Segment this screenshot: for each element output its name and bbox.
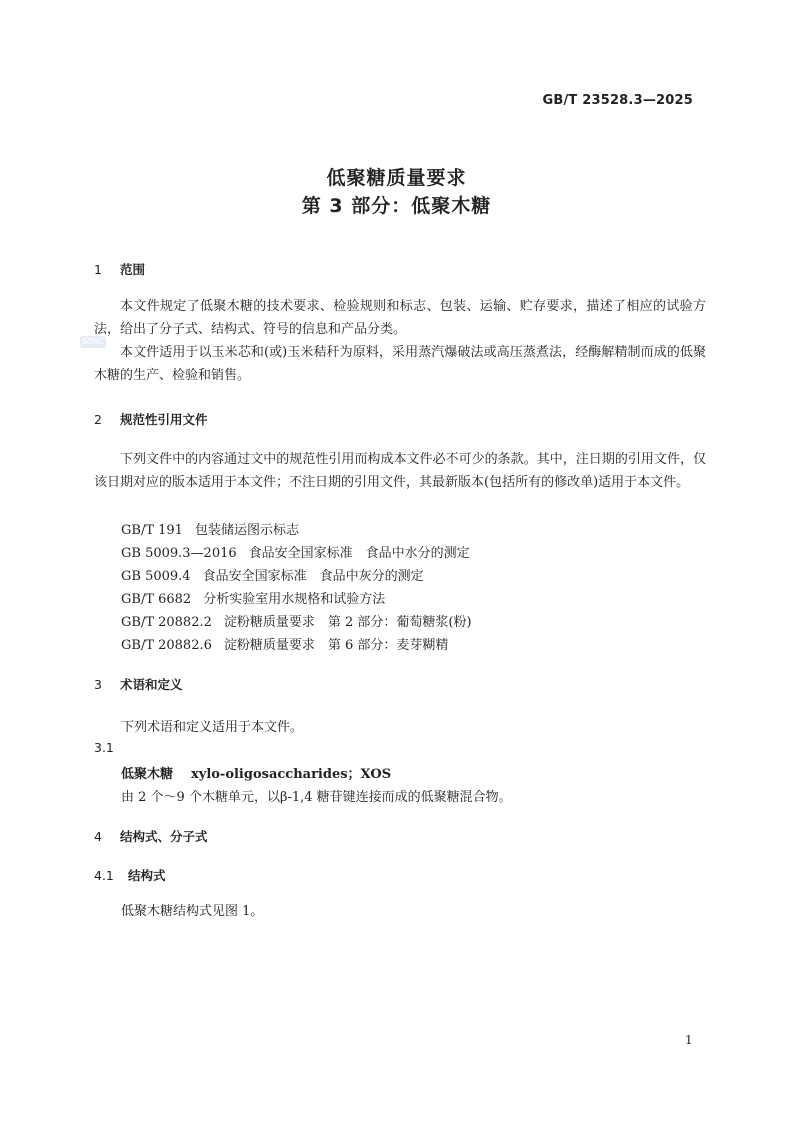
section-2-heading [94, 410, 208, 428]
reference-title: 包装储运图示标志 [194, 523, 299, 538]
section-title: 规范性引用文件 [120, 412, 208, 427]
term-chinese: 低聚木糖 [121, 767, 174, 782]
reference-title: 淀粉糖质量要求 第 2 部分：葡萄糖浆(粉) [223, 615, 472, 630]
section-2-paragraph: 下列文件中的内容通过文中的规范性引用而构成本文件必不可少的条款。其中，注日期的引用文件，仅该日期对应的版本适用于本文件；不注日期的引用文件，其最新版本(包括所有的修改单)适用于本文件。 [94, 452, 706, 490]
section-3-paragraph: 下列术语和定义适用于本文件。 [121, 720, 304, 735]
reference-code: GB/T 6682 [121, 592, 192, 607]
reference-code: GB/T 20882.6 [121, 638, 212, 653]
reference-item [121, 634, 448, 653]
section-4-heading [94, 827, 208, 845]
section-number: 2 [94, 412, 102, 427]
reference-item [121, 519, 299, 538]
section-number: 1 [94, 262, 102, 277]
section-number: 3 [94, 677, 102, 692]
reference-item [121, 588, 385, 607]
reference-code: GB/T 20882.2 [121, 615, 212, 630]
section-title: 术语和定义 [120, 677, 183, 692]
document-code: GB/T 23528.3—2025 [542, 93, 693, 108]
section-1-heading [94, 260, 145, 278]
term-number: 3.1 [94, 740, 114, 755]
section-1-paragraph-2: 本文件适用于以玉米芯和(或)玉米秸秆为原料，采用蒸汽爆破法或高压蒸煮法，经酶解精制而成的低聚木糖的生产、检验和销售。 [94, 345, 706, 383]
section-number: 4 [94, 829, 102, 844]
term-entry [121, 763, 391, 782]
subsection-title: 结构式 [128, 868, 166, 883]
reference-title: 食品安全国家标准 食品中灰分的测定 [202, 569, 424, 584]
reference-item [121, 611, 472, 630]
watermark-logo: SDAC [81, 337, 105, 346]
reference-title: 淀粉糖质量要求 第 6 部分：麦芽糊精 [223, 638, 449, 653]
term-english: xylo-oligosaccharides；XOS [191, 767, 392, 782]
reference-code: GB/T 191 [121, 523, 183, 538]
section-4-paragraph: 低聚木糖结构式见图 1。 [121, 904, 264, 919]
section-1-paragraph-1: 本文件规定了低聚木糖的技术要求、检验规则和标志、包装、运输、贮存要求，描述了相应的试验方法，给出了分子式、结构式、符号的信息和产品分类。 [94, 299, 706, 337]
reference-item [121, 565, 424, 584]
subsection-number: 4.1 [94, 868, 114, 883]
document-subtitle: 第 3 部分：低聚木糖 [301, 195, 492, 217]
term-definition: 由 2 个～9 个木糖单元，以β-1,4 糖苷键连接而成的低聚糖混合物。 [121, 790, 512, 805]
document-title: 低聚糖质量要求 [326, 167, 467, 189]
subsection-4-1-heading [94, 866, 166, 884]
reference-code: GB 5009.3—2016 [121, 546, 237, 561]
section-3-heading [94, 675, 183, 693]
reference-title: 分析实验室用水规格和试验方法 [203, 592, 386, 607]
reference-code: GB 5009.4 [121, 569, 191, 584]
section-title: 范围 [120, 262, 146, 277]
reference-title: 食品安全国家标准 食品中水分的测定 [248, 546, 470, 561]
reference-item [121, 542, 470, 561]
section-title: 结构式、分子式 [120, 829, 208, 844]
page-number: 1 [685, 1033, 693, 1047]
